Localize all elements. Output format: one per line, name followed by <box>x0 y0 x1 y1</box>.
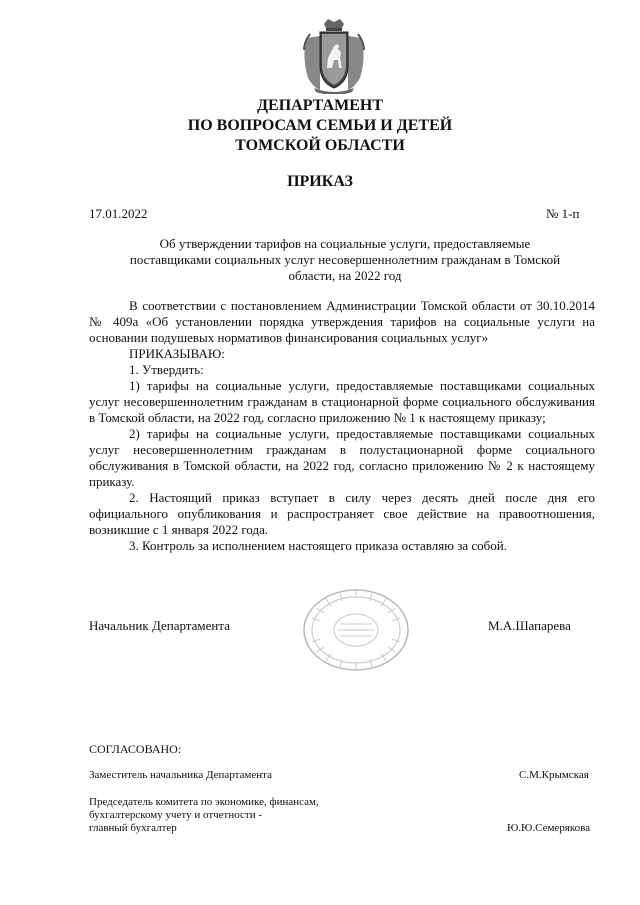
item-3: 3. Контроль за исполнением настоящего приказа оставляю за собой. <box>129 538 507 553</box>
order-title: ПРИКАЗ <box>287 173 353 190</box>
item-1-2: 2) тарифы на социальные услуги, предоставляемые поставщиками социальных услуг несовершеннолетним гражданам в полустационарной форме социального обслуживания в Томской области, на 2022 год, согласно приложению № 2 к настоящему приказу. <box>89 426 595 489</box>
order-subject <box>110 236 580 284</box>
order-body <box>89 298 595 554</box>
approver2-title-line: Председатель комитета по экономике, финансам, <box>89 796 319 808</box>
approver2-name: Ю.Ю.Семерякова <box>507 822 591 834</box>
approver1-title: Заместитель начальника Департамента <box>89 769 272 781</box>
coat-of-arms-icon <box>300 18 368 94</box>
order-date: 17.01.2022 <box>89 206 148 221</box>
signatory-position: Начальник Департамента <box>89 618 230 633</box>
approver1-name: С.М.Крымская <box>519 769 589 781</box>
official-seal-icon <box>300 588 412 672</box>
subject-line: поставщиками социальных услуг несовершеннолетним гражданам в Томской <box>129 252 561 267</box>
subject-line: Об утверждении тарифов на социальные услуги, предоставляемые <box>159 236 531 251</box>
item-1: 1. Утвердить: <box>129 362 204 377</box>
department-name-line1: ДЕПАРТАМЕНТ <box>257 97 383 114</box>
approvals-heading: СОГЛАСОВАНО: <box>89 742 182 756</box>
approver2-title-line: главный бухгалтер <box>89 822 177 834</box>
department-name-line2: ПО ВОПРОСАМ СЕМЬИ И ДЕТЕЙ <box>187 117 453 134</box>
order-word: ПРИКАЗЫВАЮ: <box>129 346 225 361</box>
approver2-title-line: бухгалтерскому учету и отчетности - <box>89 809 263 821</box>
signatory-name: М.А.Шапарева <box>488 618 571 633</box>
subject-line: области, на 2022 год <box>288 268 402 283</box>
approver2-title <box>89 796 389 835</box>
department-name-line3: ТОМСКОЙ ОБЛАСТИ <box>235 137 405 154</box>
item-2: 2. Настоящий приказ вступает в силу через десять дней после дня его официального опубликования и распространяет свое действие на правоотношения, возникшие с 1 января 2022 года. <box>89 490 595 537</box>
preamble: В соответствии с постановлением Администрации Томской области от 30.10.2014 № 409а «Об установлении порядка утверждения тарифов на социальные услуги на основании подушевых нормативов финансирования социальных услуг» <box>89 298 595 345</box>
item-1-1: 1) тарифы на социальные услуги, предоставляемые поставщиками социальных услуг несовершеннолетним гражданам в стационарной форме социального обслуживания в Томской области, на 2022 год, согласно приложению № 1 к настоящему приказу; <box>89 378 595 425</box>
order-number: № 1-п <box>546 206 580 221</box>
